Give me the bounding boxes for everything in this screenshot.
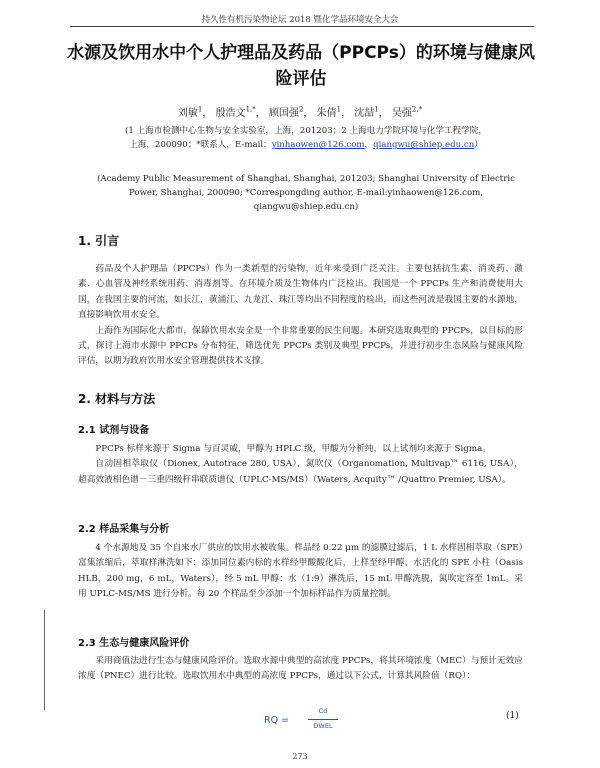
margin-line [44, 610, 45, 710]
paragraph: 4 个水源地及 35 个自来水厂供应的饮用水被收集。样品经 0.22 μm 的滤膜过滤后，1 L 水样固相萃取（SPE）富集浓缩后，萃取样淋洗如下：添加同位素内标的水样经甲酸酸化后，上样至经甲醇、水活化的 SPE 小柱（Oasis HLB，200 mg，6 mL，Waters），经 5 mL 甲醇：水（1:9）淋洗后，15 mL 甲醇洗脱，氮吹定容至 1mL。采用 UPLC-MS/MS 进行分析。每 20 个样品至少添加一个加标样品作为质量控制。 [78, 543, 523, 600]
author: 沈喆$^1$ [354, 105, 379, 119]
paragraph: 上海作为国际化大都市，保障饮用水安全是一个非常重要的民生问题。本研究选取典型的 PPCPs，以目标的形式，探讨上海市水源中 PPCPs 分布特征，筛选优先 PPCPs 类别及典型 PPCPs，并进行初步生态风险与健康风险评估，以期为政府饮用水安全管理提供技术支撑。 [78, 325, 523, 367]
section-2-1-text [78, 442, 523, 488]
email-link[interactable]: yinhaowen@126.com [271, 140, 365, 150]
header-rule [70, 26, 534, 27]
subsection-heading: 2.2 样品采集与分析 [78, 524, 170, 535]
email-link[interactable]: qiangwu@shiep.edu.cn [373, 140, 475, 150]
subsection-heading: 2.3 生态与健康风险评价 [78, 638, 190, 649]
author: 刘敏$^1$ [177, 105, 203, 119]
author: 顾国强$^2$ [268, 105, 304, 119]
section-heading-intro: 1. 引言 [78, 234, 120, 248]
section-heading-methods: 2. 材料与方法 [78, 392, 156, 406]
paragraph: 自动固相萃取仪（Dionex, Autotrace 280, USA），氮吹仪（Organomation, Multivap™ 6116, USA），超高效液相色谱－三重四级杆串联质谱仪（UPLC-MS/MS）（Waters, Acquity™ /Quattro Premier, USA）。 [78, 459, 523, 485]
paragraph: 采用商值法进行生态与健康风险评价。选取水源中典型的高浓度 PPCPs，将其环境浓度（MEC）与预计无效应浓度（PNEC）进行比较。选取饮用水中典型的高浓度 PPCPs，通过以下公式，计算其风险值（RQ）： [78, 656, 523, 682]
paper-title: 水源及饮用水中个人护理品及药品（PPCPs）的环境与健康风险评估 [67, 43, 535, 89]
author: 朱倩$^1$ [316, 105, 342, 119]
equation-denominator: DWEL [313, 722, 333, 730]
subsection-heading: 2.1 试剂与设备 [78, 425, 150, 436]
section-2-3-text [78, 654, 523, 685]
intro-paragraphs [78, 262, 523, 370]
equation-number: (1) [506, 711, 519, 721]
risk-quotient-equation [262, 707, 342, 737]
author: 吴强$^{2,*}$ [391, 105, 423, 119]
author: 殷浩文$^{1,*}$ [215, 105, 256, 119]
affiliation-english: (Academy Public Measurement of Shanghai, Shanghai, 201203; Shanghai University of Electric Power, Shanghai, 200090; *Correspongding author, E-mail:yinhaowen@126.com, qiangwu@shiep.edu.cn) [97, 174, 515, 212]
running-header: 持久性有机污染物论坛 2018 暨化学品环境安全大会 [201, 15, 399, 25]
page-number: 273 [292, 752, 308, 761]
affiliation-chinese: (1 上海市检测中心生物与安全实验室，上海，201203；2 上海电力学院环境与化学工程学院， 上海，200090；*联系人，E-mail：yinhaowen@126.com，qiangwu@shiep.edu.cn） [125, 126, 487, 150]
author-list: 刘敏$^1$， 殷浩文$^{1,*}$， 顾国强$^2$， 朱倩$^1$， 沈喆$^1$， 吴强$^{2,*}$ [177, 105, 423, 119]
fraction-bar [308, 719, 338, 720]
paragraph: PPCPs 标样来源于 Sigma 与百灵威，甲醇为 HPLC 级，甲酸为分析纯，以上试剂均来源于 Sigma。 [95, 444, 491, 454]
equation-numerator: Cd [318, 707, 328, 715]
section-2-2-text [78, 541, 523, 603]
paragraph: 药品及个人护理品（PPCPs）作为一类新型的污染物，近年来受到广泛关注。主要包括抗生素、消炎药、激素、心血管及神经系统用药、消毒剂等。在环境介质及生物体内广泛检出。我国是一个 PPCPs 生产和消费使用大国，在我国主要的河流，如长江，黄浦江、九龙江、珠江等均出不同程度的检出，而这些河流是我国主要的水源地，直接影响饮用水安全。 [78, 264, 523, 321]
equation-lhs: RQ = [264, 715, 290, 726]
